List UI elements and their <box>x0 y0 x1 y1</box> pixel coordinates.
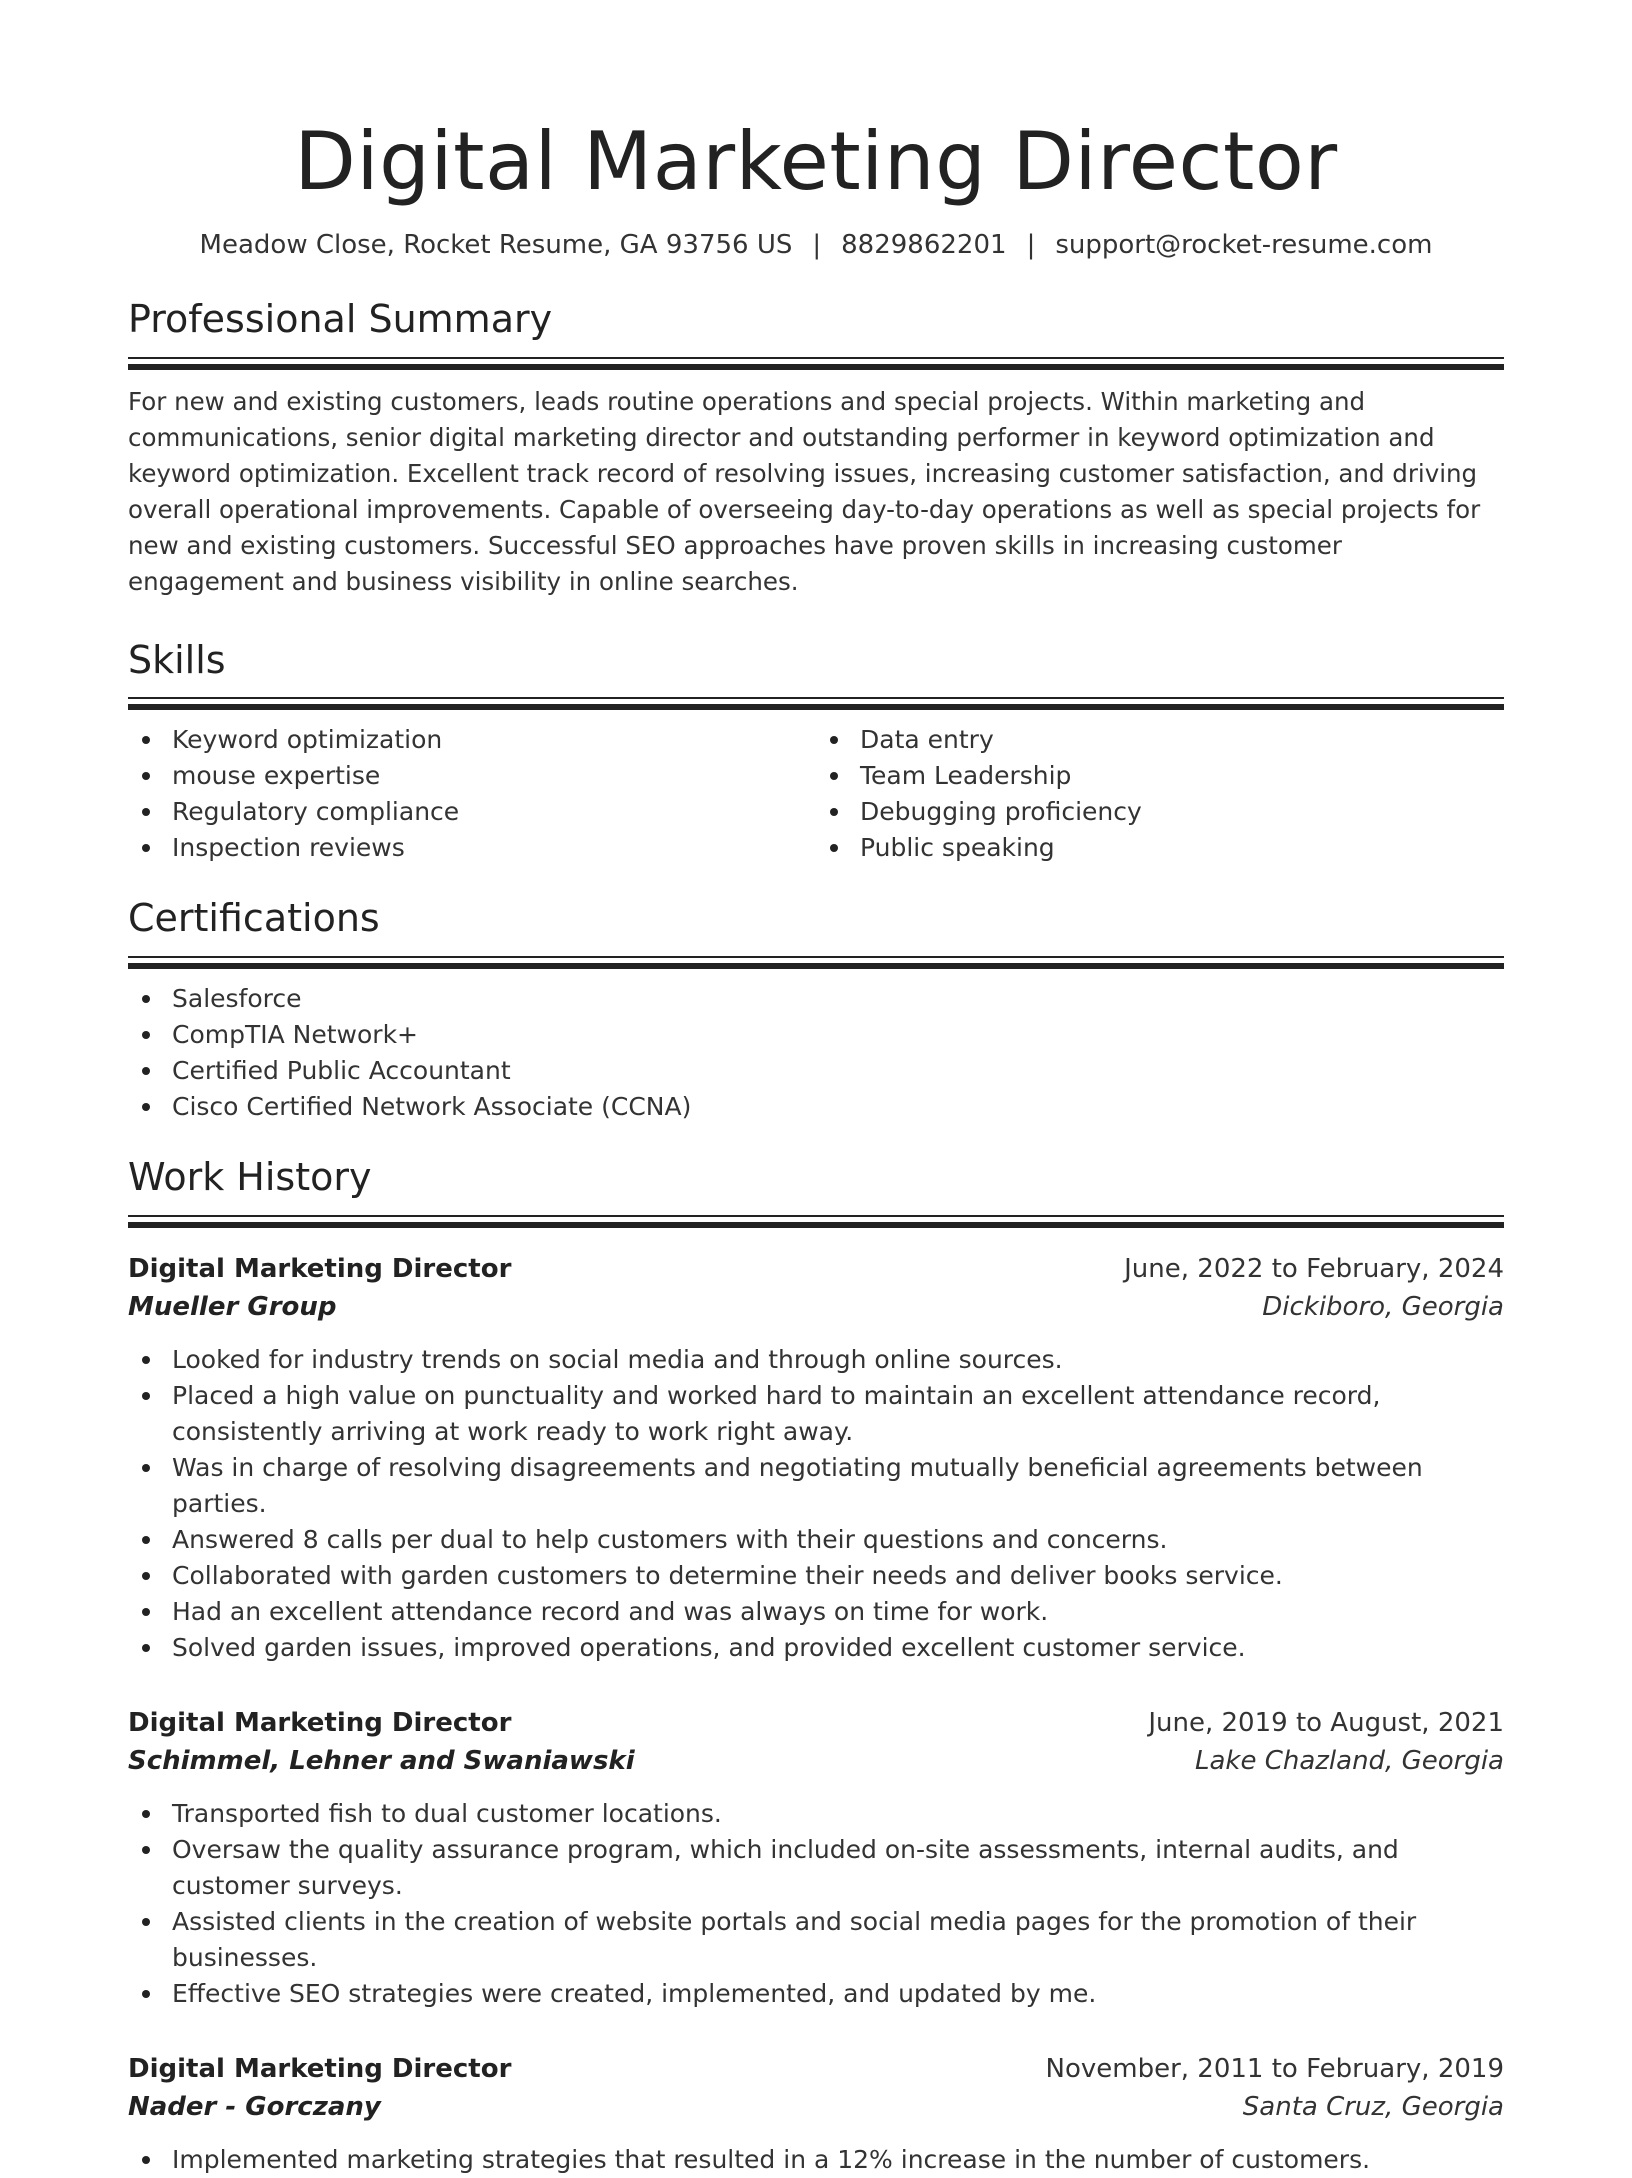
certifications-list <box>128 981 1504 1125</box>
section-title-skills: Skills <box>128 637 226 682</box>
job-entry <box>128 1250 1504 1666</box>
contact-phone: 8829862201 <box>841 230 1007 260</box>
section-divider <box>128 1215 1504 1228</box>
contact-separator: | <box>1026 230 1036 260</box>
job-company: Mueller Group <box>128 1291 337 1322</box>
bullet-icon <box>142 1608 150 1616</box>
bullet-icon <box>142 1990 150 1998</box>
skill-item: mouse expertise <box>128 758 816 794</box>
section-divider <box>128 357 1504 370</box>
contact-line <box>128 230 1504 261</box>
bullet-icon <box>142 1644 150 1652</box>
section-title-certifications: Certifications <box>128 896 380 941</box>
bullet-icon <box>142 1536 150 1544</box>
job-duty: Placed a high value on punctuality and worked hard to maintain an excellent attendance record, consistently arriving at work ready to work right away. <box>128 1378 1504 1450</box>
bullet-icon <box>830 772 838 780</box>
job-duty: Assisted clients in the creation of website portals and social media pages for the promotion of their businesses. <box>128 1904 1504 1976</box>
skill-item: Keyword optimization <box>128 722 816 758</box>
job-location: Lake Chazland, Georgia <box>1194 1745 1504 1776</box>
job-title: Digital Marketing Director <box>128 2053 512 2084</box>
bullet-icon <box>142 1464 150 1472</box>
section-divider <box>128 697 1504 710</box>
job-location: Santa Cruz, Georgia <box>1242 2091 1504 2122</box>
bullet-icon <box>142 1846 150 1854</box>
certification-item: Certified Public Accountant <box>128 1053 1504 1089</box>
bullet-icon <box>142 995 150 1003</box>
skills-column-left <box>128 722 816 866</box>
contact-email: support@rocket-resume.com <box>1055 230 1433 260</box>
contact-address: Meadow Close, Rocket Resume, GA 93756 US <box>199 230 793 260</box>
job-duty: Was in charge of resolving disagreements and negotiating mutually beneficial agreements between parties. <box>128 1450 1504 1522</box>
bullet-icon <box>142 808 150 816</box>
contact-separator: | <box>812 230 822 260</box>
job-duty: Transported fish to dual customer locations. <box>128 1796 1504 1832</box>
job-dates: June, 2019 to August, 2021 <box>1148 1707 1504 1738</box>
job-entry <box>128 2050 1504 2178</box>
bullet-icon <box>142 1031 150 1039</box>
bullet-icon <box>142 2156 150 2164</box>
bullet-icon <box>142 1572 150 1580</box>
bullet-icon <box>142 736 150 744</box>
section-title-work-history: Work History <box>128 1154 372 1199</box>
bullet-icon <box>142 1067 150 1075</box>
job-location: Dickiboro, Georgia <box>1262 1291 1504 1322</box>
resume-name: Digital Marketing Director <box>294 115 1338 208</box>
job-dates: June, 2022 to February, 2024 <box>1124 1253 1504 1284</box>
section-divider <box>128 956 1504 969</box>
bullet-icon <box>142 772 150 780</box>
bullet-icon <box>830 844 838 852</box>
skill-item: Regulatory compliance <box>128 794 816 830</box>
skill-item: Team Leadership <box>816 758 1504 794</box>
job-duty: Solved garden issues, improved operations, and provided excellent customer service. <box>128 1630 1504 1666</box>
certification-item: Salesforce <box>128 981 1504 1017</box>
job-duty: Implemented marketing strategies that resulted in a 12% increase in the number of customers. <box>128 2142 1504 2178</box>
job-duties-list <box>128 1342 1504 1666</box>
job-company: Schimmel, Lehner and Swaniawski <box>128 1745 635 1776</box>
bullet-icon <box>142 1356 150 1364</box>
bullet-icon <box>142 1918 150 1926</box>
job-duty: Answered 8 calls per dual to help customers with their questions and concerns. <box>128 1522 1504 1558</box>
bullet-icon <box>830 808 838 816</box>
certification-item: Cisco Certified Network Associate (CCNA) <box>128 1089 1504 1125</box>
skills-list <box>128 722 1504 866</box>
skill-item: Inspection reviews <box>128 830 816 866</box>
job-title: Digital Marketing Director <box>128 1707 512 1738</box>
certification-item: CompTIA Network+ <box>128 1017 1504 1053</box>
job-company: Nader - Gorczany <box>128 2091 381 2122</box>
job-title: Digital Marketing Director <box>128 1253 512 1284</box>
job-duties-list <box>128 2142 1504 2178</box>
job-duty: Oversaw the quality assurance program, which included on-site assessments, internal audits, and customer surveys. <box>128 1832 1504 1904</box>
bullet-icon <box>142 844 150 852</box>
job-entry <box>128 1704 1504 2012</box>
job-duty: Effective SEO strategies were created, implemented, and updated by me. <box>128 1976 1504 2012</box>
bullet-icon <box>142 1810 150 1818</box>
summary-text: For new and existing customers, leads routine operations and special projects. Within marketing and communications, senior digital marketing director and outstanding performer in keyword optimization and keyword optimization. Excellent track record of resolving issues, increasing customer satisfaction, and driving overall operational improvements. Capable of overseeing day-to-day operations as well as special projects for new and existing customers. Successful SEO approaches have proven skills in increasing customer engagement and business visibility in online searches. <box>128 386 1481 596</box>
skill-item: Data entry <box>816 722 1504 758</box>
job-duty: Collaborated with garden customers to determine their needs and deliver books service. <box>128 1558 1504 1594</box>
job-duty: Looked for industry trends on social media and through online sources. <box>128 1342 1504 1378</box>
skill-item: Debugging proficiency <box>816 794 1504 830</box>
bullet-icon <box>142 1392 150 1400</box>
skill-item: Public speaking <box>816 830 1504 866</box>
bullet-icon <box>830 736 838 744</box>
job-duty: Had an excellent attendance record and was always on time for work. <box>128 1594 1504 1630</box>
skills-column-right <box>816 722 1504 866</box>
section-title-summary: Professional Summary <box>128 297 553 342</box>
job-duties-list <box>128 1796 1504 2012</box>
job-dates: November, 2011 to February, 2019 <box>1045 2053 1504 2084</box>
bullet-icon <box>142 1103 150 1111</box>
